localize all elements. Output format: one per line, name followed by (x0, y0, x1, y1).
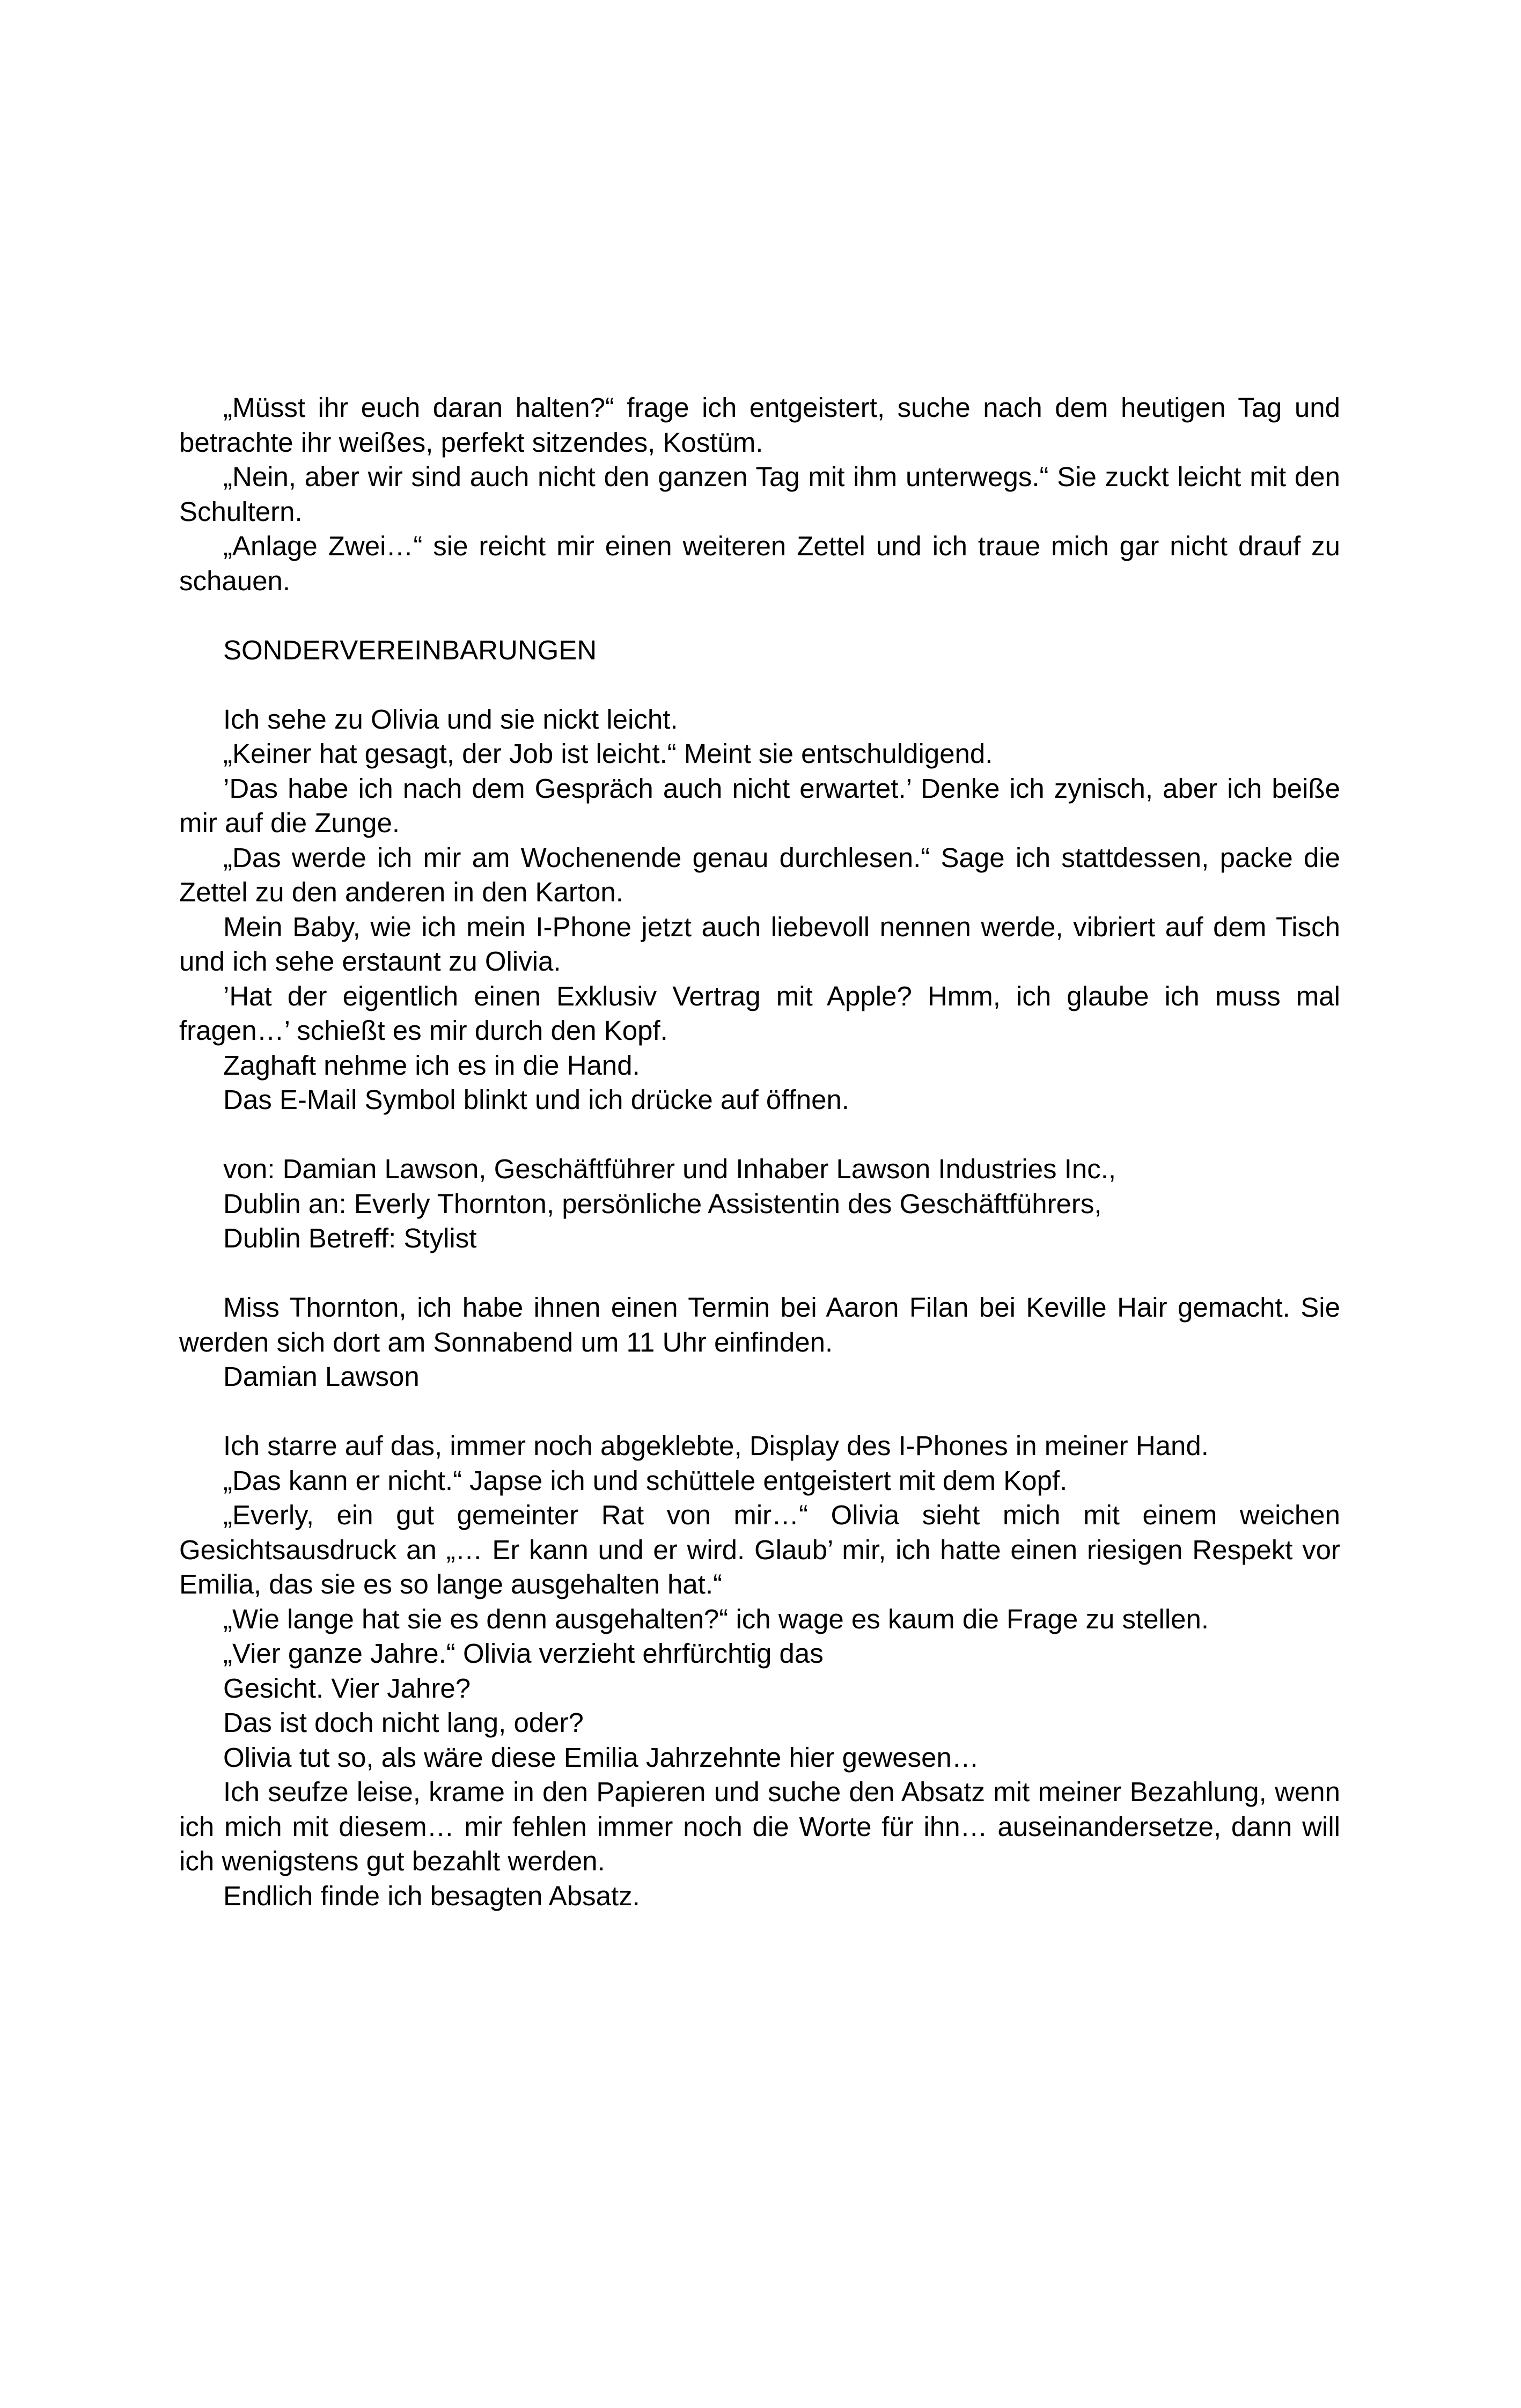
paragraph: Das ist doch nicht lang, oder? (223, 1707, 584, 1738)
blank-line (179, 1118, 1340, 1152)
blank-line (179, 1394, 1340, 1429)
blank-line (179, 1256, 1340, 1291)
paragraph: Ich sehe zu Olivia und sie nickt leicht. (223, 703, 678, 735)
paragraph: „Nein, aber wir sind auch nicht den ganzen Tag mit ihm unterwegs.“ Sie zuckt leicht mit den Schultern. (179, 461, 1340, 527)
paragraph: „Das werde ich mir am Wochenende genau durchlesen.“ Sage ich stattdessen, packe die Zettel zu den anderen in den Karton. (179, 842, 1340, 907)
blank-line (179, 667, 1340, 702)
paragraph: „Müsst ihr euch daran halten?“ frage ich entgeistert, suche nach dem heutigen Tag und betrachte ihr weißes, perfekt sitzendes, Kostüm. (179, 392, 1340, 458)
paragraph: Das E-Mail Symbol blinkt und ich drücke auf öffnen. (223, 1084, 849, 1115)
section-heading: SONDERVEREINBARUNGEN (223, 634, 597, 665)
email-header-line: von: Damian Lawson, Geschäftführer und Inhaber Lawson Industries Inc., (223, 1154, 1116, 1184)
paragraph: Gesicht. Vier Jahre? (223, 1672, 471, 1704)
email-header-line: Dublin Betreff: Stylist (223, 1223, 477, 1253)
paragraph: „Vier ganze Jahre.“ Olivia verzieht ehrfürchtig das (223, 1638, 824, 1669)
paragraph: „Keiner hat gesagt, der Job ist leicht.“ Meint sie entschuldigend. (223, 738, 993, 769)
blank-line (179, 598, 1340, 633)
paragraph: ’Das habe ich nach dem Gespräch auch nicht erwartet.’ Denke ich zynisch, aber ich beiße mir auf die Zunge. (179, 773, 1340, 838)
paragraph: „Everly, ein gut gemeinter Rat von mir…“ Olivia sieht mich mit einem weichen Gesichtsausdruck an „… Er kann und er wird. Glaub’ mir, ich hatte einen riesigen Respekt vor Emilia, das sie es so lange ausgehalten hat.“ (179, 1500, 1340, 1599)
paragraph: Ich seufze leise, krame in den Papieren und suche den Absatz mit meiner Bezahlung, wenn ich mich mit diesem… mir fehlen immer noch die Worte für ihn… auseinandersetze, dann will ich wenigstens gut bezahlt werden. (179, 1776, 1340, 1876)
email-body-paragraph: Miss Thornton, ich habe ihnen einen Termin bei Aaron Filan bei Keville Hair gemacht. Sie werden sich dort am Sonnabend um 11 Uhr einfinden. (179, 1292, 1340, 1357)
email-header-line: Dublin an: Everly Thornton, persönliche Assistentin des Geschäftführers, (223, 1188, 1102, 1219)
paragraph: Endlich finde ich besagten Absatz. (223, 1880, 640, 1911)
paragraph: Mein Baby, wie ich mein I-Phone jetzt auch liebevoll nennen werde, vibriert auf dem Tisch und ich sehe erstaunt zu Olivia. (179, 911, 1340, 977)
paragraph: Olivia tut so, als wäre diese Emilia Jahrzehnte hier gewesen… (223, 1742, 979, 1773)
paragraph: „Anlage Zwei…“ sie reicht mir einen weiteren Zettel und ich traue mich gar nicht drauf zu schauen. (179, 531, 1340, 596)
paragraph: Ich starre auf das, immer noch abgeklebte, Display des I-Phones in meiner Hand. (223, 1430, 1209, 1461)
email-signature: Damian Lawson (223, 1361, 420, 1392)
paragraph: Zaghaft nehme ich es in die Hand. (223, 1049, 640, 1081)
paragraph: „Wie lange hat sie es denn ausgehalten?“ ich wage es kaum die Frage zu stellen. (223, 1603, 1209, 1634)
paragraph: „Das kann er nicht.“ Japse ich und schüttele entgeistert mit dem Kopf. (223, 1465, 1068, 1496)
paragraph: ’Hat der eigentlich einen Exklusiv Vertrag mit Apple? Hmm, ich glaube ich muss mal fragen…’ schießt es mir durch den Kopf. (179, 980, 1340, 1046)
body-text (179, 391, 1340, 1913)
